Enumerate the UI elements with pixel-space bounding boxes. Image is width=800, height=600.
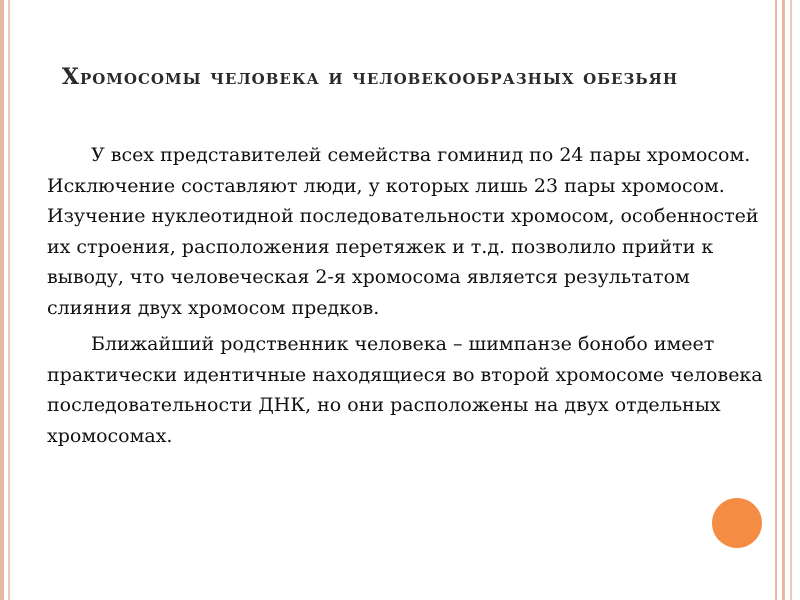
right-border-line-inner <box>775 0 777 600</box>
slide-title: Хромосомы человека и человекообразных обезьян <box>61 64 679 90</box>
right-border-line <box>782 0 785 600</box>
decorative-circle-icon <box>712 498 762 548</box>
slide-body <box>47 140 773 451</box>
paragraph-1: У всех представителей семейства гоминид по 24 пары хромосом. Исключение составляют люди, у которых лишь 23 пары хромосом. Изучение нуклеотидной последовательности хромосом, особенностей их строения, расположения перетяжек и т.д. позволило прийти к выводу, что человеческая 2-я хромосома является результатом слияния двух хромосом предков. <box>47 144 759 319</box>
left-border-line-inner <box>8 0 10 600</box>
left-border-line <box>0 0 4 600</box>
paragraph-2: Ближайший родственник человека – шимпанзе бонобо имеет практически идентичные находящиеся во второй хромосоме человека последовательности ДНК, но они расположены на двух отдельных хромосомах. <box>47 333 763 447</box>
right-border-line-outer <box>790 0 792 600</box>
